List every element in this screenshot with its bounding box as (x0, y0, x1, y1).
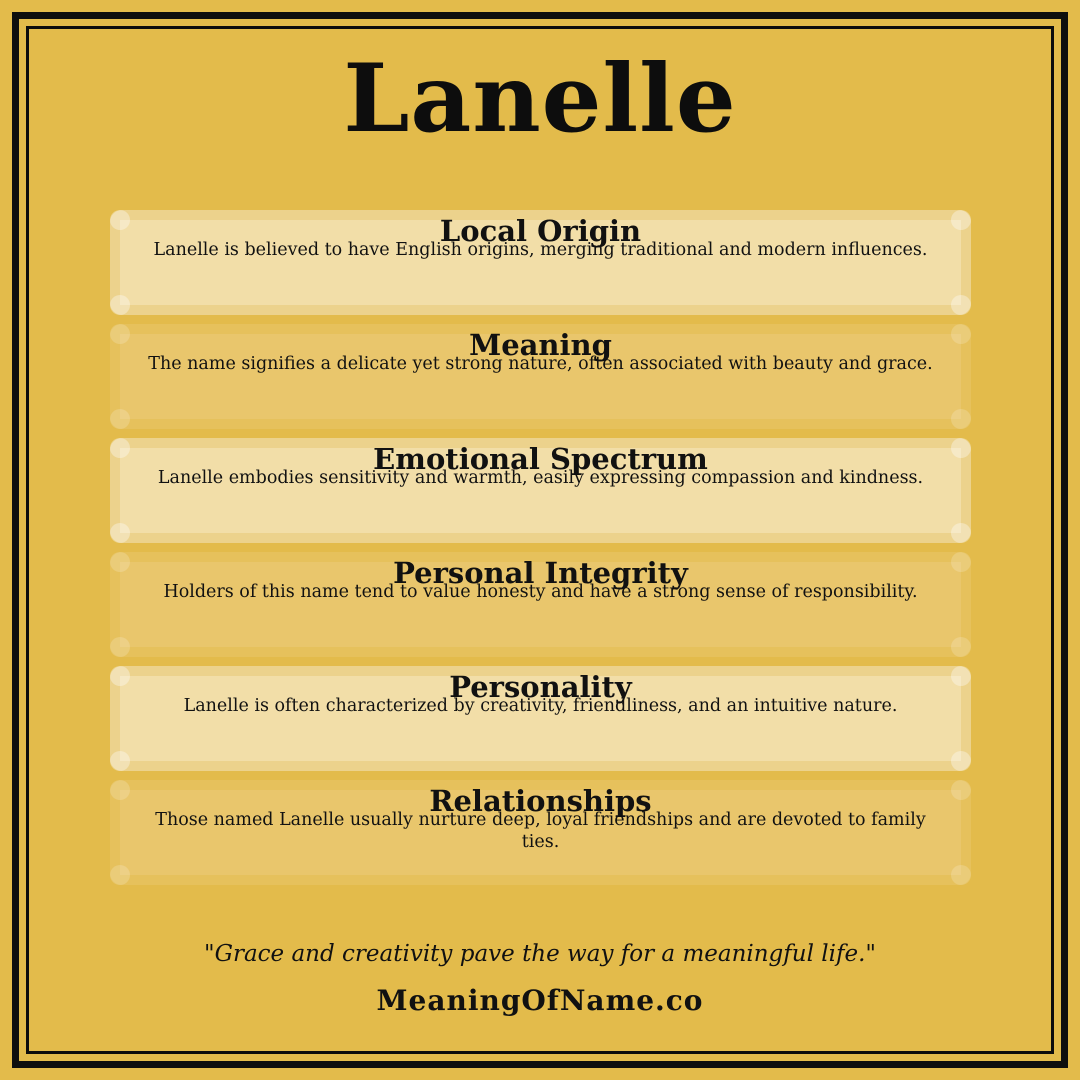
section-text: Lanelle is often characterized by creativity, friendliness, and an intuitive nature. (183, 696, 898, 716)
section-heading: Meaning (469, 328, 612, 362)
page-title: Lanelle (343, 44, 737, 154)
quote (0, 938, 1080, 970)
section-list (110, 210, 971, 894)
corner-dot-icon (110, 295, 130, 315)
section-card-relationships (110, 780, 971, 885)
section-text: Holders of this name tend to value honesty and have a strong sense of responsibility. (163, 582, 918, 602)
section-heading: Personal Integrity (393, 556, 688, 590)
section-card-local-origin (110, 210, 971, 315)
corner-dot-icon (110, 865, 130, 885)
corner-dot-icon (951, 751, 971, 771)
quote-close-mark: " (865, 941, 877, 967)
section-card-meaning (110, 324, 971, 429)
section-text: Those named Lanelle usually nurture deep, loyal friendships and are devoted to family ties. (155, 810, 926, 852)
section-text: Lanelle is believed to have English origins, merging traditional and modern influences. (153, 240, 928, 260)
corner-dot-icon (110, 409, 130, 429)
section-heading: Emotional Spectrum (373, 442, 708, 476)
corner-dot-icon (951, 295, 971, 315)
corner-dot-icon (110, 751, 130, 771)
section-card-emotional-spectrum (110, 438, 971, 543)
section-card-personality (110, 666, 971, 771)
section-text: Lanelle embodies sensitivity and warmth, easily expressing compassion and kindness. (157, 468, 924, 488)
quote-open-mark: " (203, 941, 215, 967)
quote-text: Grace and creativity pave the way for a meaningful life. (214, 941, 866, 967)
section-heading: Relationships (429, 784, 652, 818)
brand-name: MeaningOfName.co (376, 984, 704, 1017)
section-card-personal-integrity (110, 552, 971, 657)
corner-dot-icon (951, 409, 971, 429)
corner-dot-icon (951, 523, 971, 543)
section-heading: Personality (449, 670, 632, 704)
section-text: The name signifies a delicate yet strong nature, often associated with beauty and grace. (148, 354, 933, 374)
section-heading: Local Origin (439, 214, 642, 248)
corner-dot-icon (110, 523, 130, 543)
corner-dot-icon (951, 865, 971, 885)
corner-dot-icon (110, 637, 130, 657)
corner-dot-icon (951, 637, 971, 657)
